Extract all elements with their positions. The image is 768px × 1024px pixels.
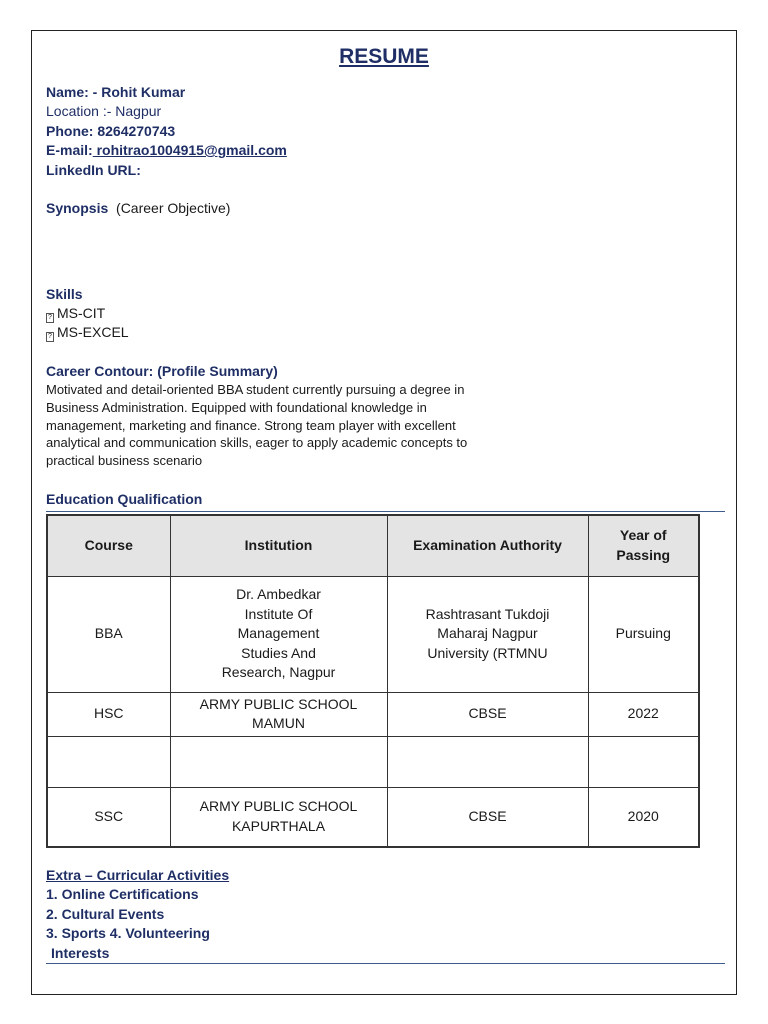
summary-line: management, marketing and finance. Strong team player with excellent <box>46 417 456 433</box>
column-header: Year of Passing <box>588 515 699 576</box>
location-line: Location :- Nagpur <box>46 103 162 119</box>
summary-line: practical business scenario <box>46 453 203 469</box>
activity-item: 2. Cultural Events <box>46 906 165 922</box>
skill-item <box>46 324 129 342</box>
authority-cell: Rashtrasant Tukdoji Maharaj Nagpur University (RTMNU <box>387 576 588 692</box>
column-header: Course <box>47 515 170 576</box>
activity-item: 1. Online Certifications <box>46 886 199 902</box>
name-line: Name: - Rohit Kumar <box>46 84 186 100</box>
year-cell: 2022 <box>588 692 699 736</box>
course-cell: HSC <box>47 692 170 736</box>
synopsis-note: (Career Objective) <box>116 200 231 216</box>
table-row <box>47 787 699 847</box>
course-cell: SSC <box>47 787 170 847</box>
year-cell: Pursuing <box>588 576 699 692</box>
skill-label: MS-CIT <box>57 305 106 321</box>
email-label: E-mail: <box>46 142 93 158</box>
summary-line: Motivated and detail-oriented BBA student currently pursuing a degree in <box>46 382 465 397</box>
resume-title: RESUME <box>339 45 429 68</box>
skill-label: MS-EXCEL <box>57 324 129 340</box>
career-heading: Career Contour: (Profile Summary) <box>46 363 278 379</box>
institution-cell: ARMY PUBLIC SCHOOL KAPURTHALA <box>170 787 387 847</box>
email-link[interactable]: rohitrao1004915@gmail.com <box>92 142 287 158</box>
section-divider <box>46 963 725 964</box>
summary-line: Business Administration. Equipped with foundational knowledge in <box>46 399 427 415</box>
table-row <box>47 736 699 787</box>
summary-line: analytical and communication skills, eager to apply academic concepts to <box>46 435 468 451</box>
column-header: Institution <box>170 515 387 576</box>
institution-cell: ARMY PUBLIC SCHOOL MAMUN <box>170 692 387 736</box>
table-header-row <box>47 515 699 576</box>
career-summary <box>46 381 467 470</box>
authority-cell: CBSE <box>387 787 588 847</box>
course-cell: BBA <box>47 576 170 692</box>
year-cell: 2020 <box>588 787 699 847</box>
education-heading: Education Qualification <box>46 491 203 507</box>
skill-item <box>46 305 105 323</box>
institution-cell <box>170 736 387 787</box>
course-cell <box>47 736 170 787</box>
authority-cell: CBSE <box>387 692 588 736</box>
extra-heading: Extra – Curricular Activities <box>46 867 230 883</box>
phone-line: Phone: 8264270743 <box>46 123 176 139</box>
synopsis-heading: Synopsis <box>46 200 109 216</box>
column-header: Examination Authority <box>387 515 588 576</box>
education-table <box>46 514 700 848</box>
table-row <box>47 692 699 736</box>
missing-glyph-icon: ? <box>46 332 54 342</box>
activity-item: 3. Sports 4. Volunteering <box>46 925 210 941</box>
email-line <box>46 142 287 158</box>
table-row <box>47 576 699 692</box>
year-cell <box>588 736 699 787</box>
linkedin-line: LinkedIn URL: <box>46 162 141 178</box>
synopsis-line <box>46 200 230 216</box>
interests-heading: Interests <box>51 945 110 961</box>
section-divider <box>46 511 725 512</box>
missing-glyph-icon: ? <box>46 313 54 323</box>
authority-cell <box>387 736 588 787</box>
institution-cell: Dr. Ambedkar Institute Of Management Studies And Research, Nagpur <box>170 576 387 692</box>
skills-heading: Skills <box>46 286 83 302</box>
